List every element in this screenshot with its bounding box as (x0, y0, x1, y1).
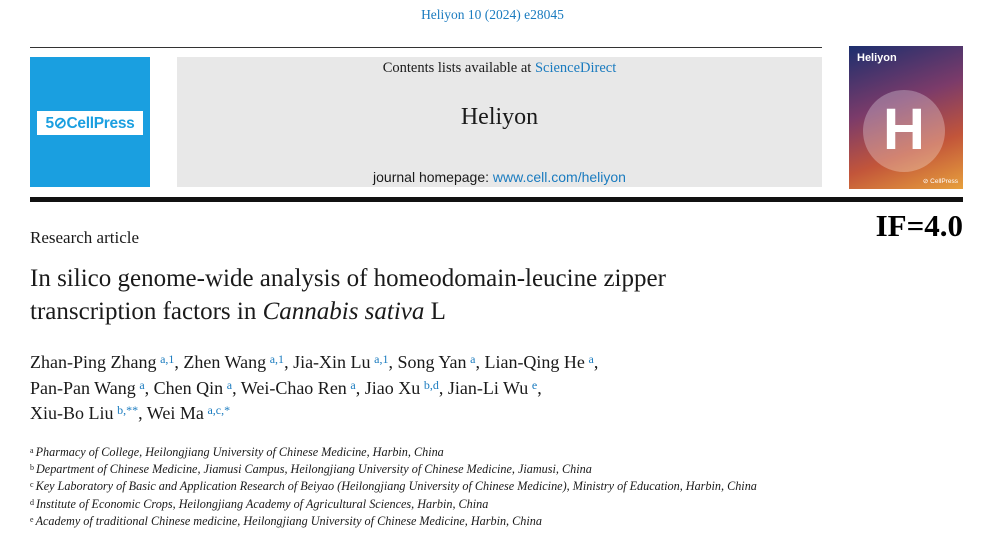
affiliation-key: c (30, 480, 34, 490)
author-name[interactable]: Wei-Chao Ren (240, 377, 347, 398)
contents-line (177, 60, 822, 77)
title-species: Cannabis sativa (262, 298, 425, 325)
author-separator: , (284, 352, 294, 372)
author-list (30, 350, 830, 427)
affiliation-item (30, 513, 930, 530)
contents-prefix: Contents lists available at (382, 60, 535, 76)
title-line-2-prefix: transcription factors in (30, 298, 263, 325)
author-affiliation-marker[interactable]: a,1 (160, 352, 175, 366)
author-affiliation-marker[interactable]: e (531, 377, 538, 392)
homepage-link[interactable]: www.cell.com/heliyon (492, 169, 626, 185)
masthead-rule (30, 197, 963, 202)
author-affiliation-marker[interactable]: a (139, 377, 145, 392)
author-name[interactable]: Xiu-Bo Liu (30, 403, 114, 423)
author-separator: , (537, 377, 542, 398)
affiliation-text: Institute of Economic Crops, Heilongjiang Academy of Agricultural Sciences, Harbin, China (36, 496, 489, 511)
journal-citation-link[interactable]: Heliyon 10 (2024) e28045 (421, 7, 564, 22)
article-title (30, 262, 830, 328)
affiliation-item (30, 444, 930, 461)
affiliation-item (30, 496, 930, 513)
cellpress-logo[interactable] (30, 57, 150, 187)
affiliation-item (30, 478, 930, 495)
affiliation-list (30, 444, 930, 530)
author-affiliation-marker[interactable]: a (350, 377, 356, 392)
title-line-1: In silico genome-wide analysis of homeodomain-leucine zipper (30, 265, 666, 292)
author-affiliation-marker[interactable]: a (226, 377, 233, 392)
author-name[interactable]: Zhen Wang (183, 352, 267, 372)
journal-name: Heliyon (460, 104, 539, 130)
author-affiliation-marker[interactable]: a (588, 352, 594, 366)
title-line-2-suffix: L (424, 298, 446, 325)
author-affiliation-marker[interactable]: b,** (117, 403, 139, 417)
affiliation-key: a (30, 446, 34, 455)
affiliation-item (30, 461, 930, 478)
affiliation-text: Academy of traditional Chinese medicine, Heilongjiang University of Chinese Medicine, Harbin, China (35, 513, 542, 528)
affiliation-text: Department of Chinese Medicine, Jiamusi Campus, Heilongjiang University of Chinese Medicine, Jiamusi, China (36, 462, 592, 477)
author-separator: , (475, 352, 485, 372)
affiliation-key: b (30, 463, 34, 473)
cover-title: Heliyon (857, 52, 897, 64)
cover-footer: ⊘ CellPress (922, 178, 958, 185)
author-name[interactable]: Chen Qin (153, 377, 224, 398)
affiliation-text: Pharmacy of College, Heilongjiang University of Chinese Medicine, Harbin, China (35, 445, 444, 459)
journal-masthead (177, 57, 822, 187)
affiliation-text: Key Laboratory of Basic and Application Research of Beiyao (Heilongjiang University of Chinese Medicine), Ministry of Education, Harbin, China (35, 479, 757, 494)
author-name[interactable]: Lian-Qing He (484, 352, 585, 372)
affiliation-key: e (30, 514, 34, 524)
author-name[interactable]: Jia-Xin Lu (293, 352, 371, 372)
cellpress-logo-text: 5⊘CellPress (37, 111, 143, 135)
homepage-prefix: journal homepage: (373, 169, 493, 185)
header-divider (30, 47, 822, 48)
author-separator: , (144, 377, 154, 398)
author-separator: , (174, 352, 184, 372)
author-affiliation-marker[interactable]: a,1 (374, 352, 389, 366)
author-name[interactable]: Pan-Pan Wang (30, 377, 136, 398)
author-separator: , (593, 352, 599, 372)
cover-letter: H (883, 97, 925, 162)
journal-cover-thumbnail[interactable] (849, 46, 963, 189)
author-name[interactable]: Jian-Li Wu (447, 377, 529, 398)
author-name[interactable]: Jiao Xu (364, 377, 421, 398)
author-affiliation-marker[interactable]: a,c,* (207, 403, 231, 417)
affiliation-key: d (30, 497, 34, 507)
homepage-line (177, 169, 822, 185)
author-separator: , (438, 377, 448, 398)
author-separator: , (355, 377, 365, 398)
author-affiliation-marker[interactable]: b,d (423, 377, 439, 392)
author-name[interactable]: Wei Ma (146, 403, 204, 423)
impact-factor-label: IF=4.0 (875, 208, 963, 243)
article-type: Research article (30, 228, 140, 247)
author-separator: , (388, 352, 398, 372)
author-name[interactable]: Zhan-Ping Zhang (30, 352, 157, 372)
author-separator: , (138, 403, 147, 423)
author-affiliation-marker[interactable]: a,1 (269, 352, 285, 366)
author-affiliation-marker[interactable]: a (470, 352, 476, 366)
author-name[interactable]: Song Yan (397, 352, 467, 372)
sciencedirect-link[interactable]: ScienceDirect (534, 60, 617, 76)
author-separator: , (232, 377, 241, 398)
